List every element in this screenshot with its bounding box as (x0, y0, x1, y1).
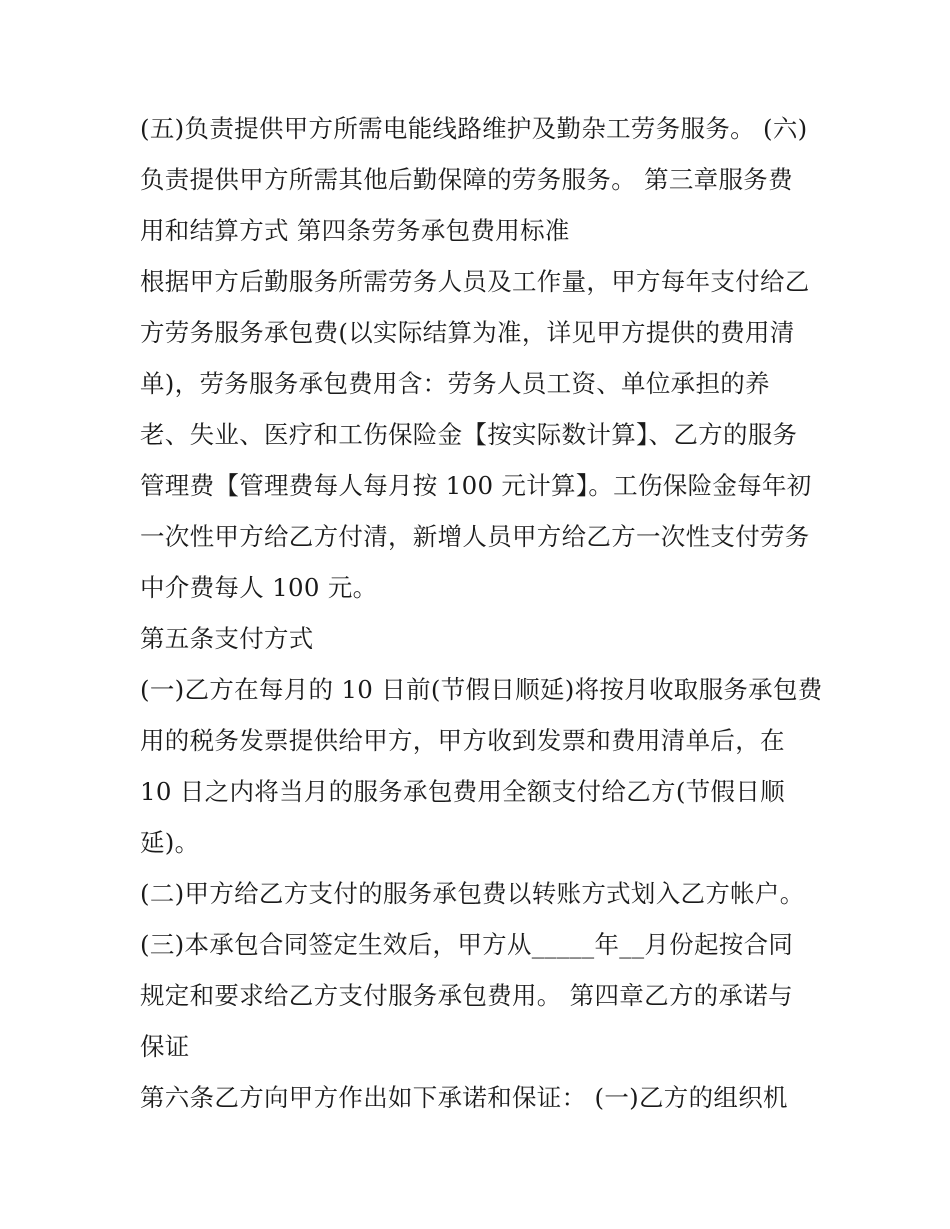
text-line: 保证 (140, 1032, 190, 1061)
text-line: 第六条乙方向甲方作出如下承诺和保证： (一)乙方的组织机 (140, 1083, 788, 1112)
text-line: 10 日之内将当月的服务承包费用全额支付给乙方(节假日顺 (140, 777, 785, 806)
text-line: (一)乙方在每月的 10 日前(节假日顺延)将按月收取服务承包费 (140, 675, 823, 704)
text-line: 管理费【管理费每人每月按 100 元计算】。工伤保险金每年初 (140, 471, 812, 500)
text-line: 中介费每人 100 元。 (140, 573, 378, 602)
text-line: 用和结算方式 第四条劳务承包费用标准 (140, 216, 570, 245)
text-line: 方劳务服务承包费(以实际结算为准，详见甲方提供的费用清 (140, 318, 795, 347)
text-line: 负责提供甲方所需其他后勤保障的劳务服务。 第三章服务费 (140, 165, 793, 194)
text-line: 老、失业、医疗和工伤保险金【按实际数计算】、乙方的服务 (140, 420, 798, 449)
text-line: 延)。 (140, 828, 200, 857)
text-line: 根据甲方后勤服务所需劳务人员及工作量，甲方每年支付给乙 (140, 267, 810, 296)
text-line: 规定和要求给乙方支付服务承包费用。 第四章乙方的承诺与 (140, 981, 793, 1010)
section-heading: 第五条支付方式 (140, 624, 314, 653)
text-line: (二)甲方给乙方支付的服务承包费以转账方式划入乙方帐户。 (140, 879, 805, 908)
text-line: 用的税务发票提供给甲方，甲方收到发票和费用清单后，在 (140, 726, 785, 755)
text-line: 单)，劳务服务承包费用含：劳务人员工资、单位承担的养 (140, 369, 770, 398)
text-line: (五)负责提供甲方所需电能线路维护及勤杂工劳务服务。 (六) (140, 114, 808, 143)
text-line: (三)本承包合同签定生效后，甲方从_____年__月份起按合同 (140, 930, 794, 959)
text-line: 一次性甲方给乙方付清，新增人员甲方给乙方一次性支付劳务 (140, 522, 810, 551)
